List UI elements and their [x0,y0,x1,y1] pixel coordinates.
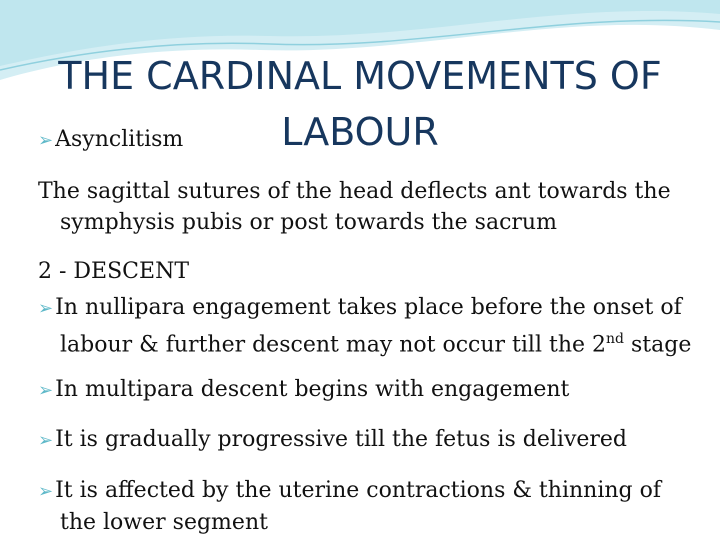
bullet-item: ➢It is gradually progressive till the fetus is delivered [38,427,628,452]
slide-title-line1: THE CARDINAL MOVEMENTS OF [58,54,662,98]
bullet-arrow-icon: ➢ [38,430,54,451]
bullet-item: ➢In multipara descent begins with engagement [38,377,570,402]
paragraph-line: The sagittal sutures of the head deflects ant towards the [38,179,671,204]
bullet-arrow-icon: ➢ [38,481,54,502]
bullet-arrow-icon: ➢ [38,130,54,151]
subheading-asynclitism: ➢Asynclitism [38,127,184,152]
bullet-item: ➢It is affected by the uterine contractions & thinning of the lower segment [38,478,661,535]
bullet-arrow-icon: ➢ [38,298,54,319]
slide-title-line2: LABOUR [281,110,439,154]
bullet-item: ➢In nullipara engagement takes place before the onset of labour & further descent may not occur till the 2nd stage [38,295,692,358]
paragraph-line: symphysis pubis or post towards the sacrum [60,210,557,235]
paragraph-sagittal [38,176,698,238]
bullet-arrow-icon: ➢ [38,380,54,401]
section-heading-descent: 2 - DESCENT [38,259,190,284]
